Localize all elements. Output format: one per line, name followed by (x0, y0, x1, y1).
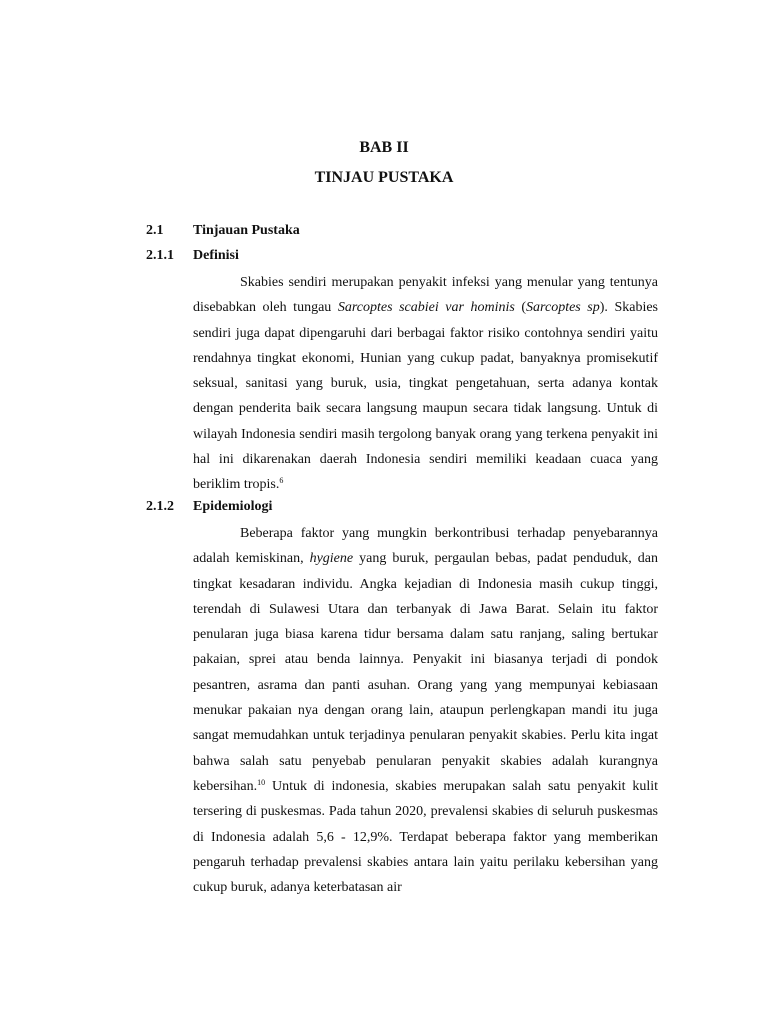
paragraph-definisi (193, 270, 658, 498)
citation-ref: 10 (257, 777, 266, 787)
section-heading-2-1-2 (146, 498, 666, 516)
chapter-title: TINJAU PUSTAKA (314, 169, 454, 186)
section-number: 2.1.2 (146, 499, 174, 514)
section-heading-2-1 (146, 222, 666, 240)
paragraph-epidemiologi (193, 521, 658, 900)
italic-term: Sarcoptes scabiei var hominis (337, 300, 515, 316)
text-run: Untuk di indonesia, skabies merupakan salah satu penyakit kulit tersering di puskesmas. Pada tahun 2020, prevalensi skabies di seluruh puskesmas di Indonesia adalah 5,6 - 12,9%. Terdapat beberapa faktor yang memberikan pengaruh terhadap prevalensi skabies antara lain yaitu perilaku kebersihan yang cukup buruk, adanya keterbatasan air (193, 778, 658, 896)
text-run: Skabies sendiri merupakan penyakit infeksi yang menular yang tentunya disebabkan oleh tungau (193, 275, 658, 316)
text-run: ( (514, 300, 527, 316)
citation-ref: 6 (279, 476, 284, 486)
section-title: Definisi (193, 248, 239, 263)
section-number: 2.1.1 (146, 248, 174, 263)
text-run: ). Skabies sendiri juga dapat dipengaruhi dari berbagai faktor risiko contohnya sendiri yaitu rendahnya tingkat ekonomi, Hunian yang cukup padat, banyaknya promisekutif seksual, sanitasi yang buruk, usia, tingkat pengetahuan, serta adanya kontak dengan penderita baik secara langsung maupun secara tidak langsung. Untuk di wilayah Indonesia sendiri masih tergolong banyak orang yang terkena penyakit ini hal ini dikarenakan daerah Indonesia sendiri memiliki keadaan cuaca yang beriklim tropis. (193, 300, 659, 493)
section-number: 2.1 (146, 223, 164, 238)
section-title: Tinjauan Pustaka (193, 223, 300, 238)
text-run: yang buruk, pergaulan bebas, padat penduduk, dan tingkat kesadaran individu. Angka kejadian di Indonesia masih cukup tinggi, terendah di Sulawesi Utara dan terbanyak di Jawa Barat. Selain itu faktor penularan juga biasa karena tidur bersama dalam satu ranjang, saling bertukar pakaian, sprei atau benda lainnya. Penyakit ini biasanya terjadi di pondok pesantren, asrama dan panti asuhan. Orang yang yang mempunyai kebiasaan menukar pakaian nya dengan orang lain, ataupun perlengkapan mandi itu juga sangat memudahkan untuk terjadinya penularan penyakit skabies. Perlu kita ingat bahwa salah satu penyebab penularan penyakit skabies adalah kurangnya kebersihan. (193, 551, 659, 794)
italic-term: hygiene (309, 551, 354, 567)
chapter-number: BAB II (359, 139, 409, 156)
italic-term: Sarcoptes sp (526, 300, 600, 316)
text-run: Beberapa faktor yang mungkin berkontribusi terhadap penyebarannya adalah kemiskinan, (193, 526, 658, 567)
section-heading-2-1-1 (146, 247, 666, 265)
section-title: Epidemiologi (193, 499, 273, 514)
